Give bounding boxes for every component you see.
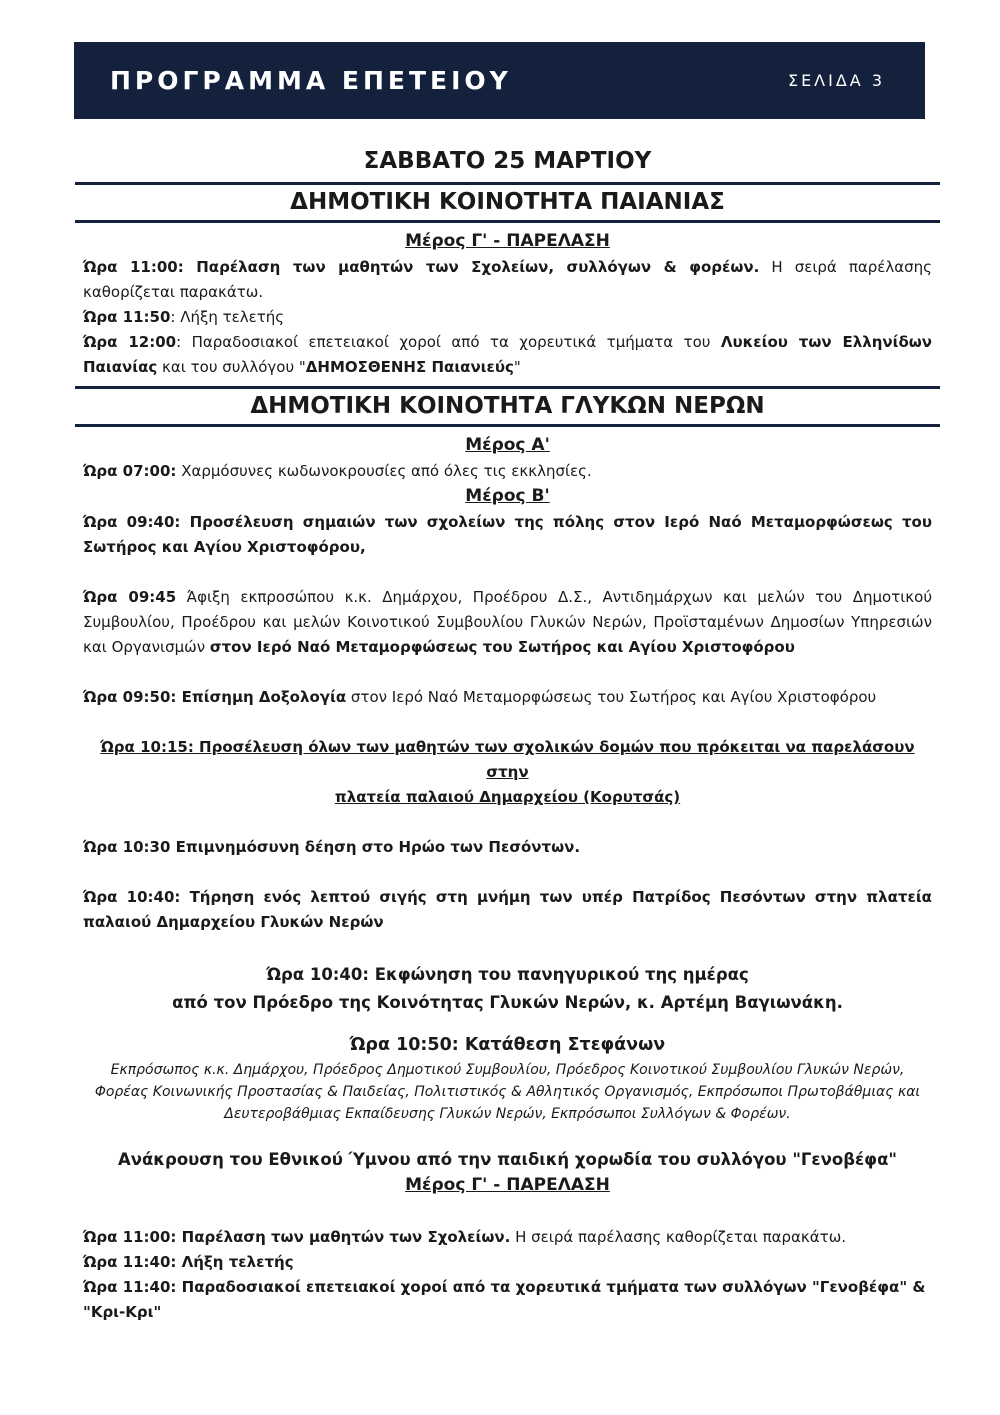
entry-glyka-c3: Ώρα 11:40: Παραδοσιακοί επετειακοί χοροί από τα χορευτικά τμήματα των συλλόγων "Γενοβέφα" & "Κρι-Κρι" xyxy=(83,1278,926,1321)
entry-glyka-b6: Ώρα 10:40: Τήρηση ενός λεπτού σιγής στη μνήμη των υπέρ Πατρίδος Πεσόντων στην πλατεία παλαιού Δημαρχείου Γλυκών Νερών xyxy=(83,888,932,931)
entry-glyka-a1: Ώρα 07:00: Χαρμόσυνες κωδωνοκρουσίες από όλες τις εκκλησίες. xyxy=(83,462,592,480)
section-title-glyka-nera: ΔΗΜΟΤΙΚΗ ΚΟΙΝΟΤΗΤΑ ΓΛΥΚΩΝ ΝΕΡΩΝ xyxy=(75,386,940,427)
part-title-glyka-c: Μέρος Γ' - ΠΑΡΕΛΑΣΗ xyxy=(405,1175,610,1195)
part-title-glyka-a: Μέρος Α' xyxy=(465,435,550,455)
entry-glyka-b5: Ώρα 10:30 Επιμνημόσυνη δέηση στο Ηρώο των Πεσόντων. xyxy=(83,838,581,856)
entry-glyka-b7: Ώρα 10:40: Εκφώνηση του πανηγυρικού της ημέρας από τον Πρόεδρο της Κοινότητας Γλυκών Νερών, κ. Αρτέμη Βαγιωνάκη. xyxy=(172,965,843,1012)
entry-paiania-2: Ώρα 11:50: Λήξη τελετής xyxy=(83,308,285,326)
day-title: ΣΑΒΒΑΤΟ 25 ΜΑΡΤΙΟΥ xyxy=(363,148,652,174)
entry-glyka-b4: Ώρα 10:15: Προσέλευση όλων των μαθητών των σχολικών δομών που πρόκειται να παρελάσουν στην πλατεία παλαιού Δημαρχείου (Κορυτσάς) xyxy=(100,738,915,806)
entry-glyka-c1: Ώρα 11:00: Παρέλαση των μαθητών των Σχολείων. Η σειρά παρέλασης καθορίζεται παρακάτω. xyxy=(83,1228,847,1246)
part-title-glyka-b: Μέρος Β' xyxy=(465,486,550,506)
page-title: ΠΡΟΓΡΑΜΜΑ ΕΠΕΤΕΙΟΥ xyxy=(110,66,512,95)
entry-glyka-b2: Ώρα 09:45 Άφιξη εκπροσώπου κ.κ. Δημάρχου, Προέδρου Δ.Σ., Αντιδημάρχων και μελών του Δημοτικού Συμβουλίου, Προέδρου και μελών Κοινοτικού Συμβουλίου Γλυκών Νερών, Προϊσταμένων Δημοσίων Υπηρεσιών και Οργανισμών στον Ιερό Ναό Μεταμορφώσεως του Σωτήρος και Αγίου Χριστοφόρου xyxy=(83,588,932,656)
header-bar xyxy=(74,42,925,119)
entry-glyka-b1: Ώρα 09:40: Προσέλευση σημαιών των σχολείων της πόλης στον Ιερό Ναό Μεταμορφώσεως του Σωτήρος και Αγίου Χριστοφόρου, xyxy=(83,513,932,556)
part-title-paiania-c: Μέρος Γ' - ΠΑΡΕΛΑΣΗ xyxy=(405,231,610,251)
section-title-paiania: ΔΗΜΟΤΙΚΗ ΚΟΙΝΟΤΗΤΑ ΠΑΙΑΝΙΑΣ xyxy=(75,182,940,223)
wreath-title: Ώρα 10:50: Κατάθεση Στεφάνων xyxy=(349,1035,666,1055)
page-number: ΣΕΛΙΔΑ 3 xyxy=(787,71,885,90)
document-body xyxy=(83,140,932,1325)
anthem-line: Ανάκρουση του Εθνικού Ύμνου από την παιδική χορωδία του συλλόγου "Γενοβέφα" xyxy=(117,1150,898,1169)
entry-paiania-1: Ώρα 11:00: Παρέλαση των μαθητών των Σχολείων, συλλόγων & φορέων. Η σειρά παρέλασης καθορίζεται παρακάτω. xyxy=(83,258,932,301)
entry-glyka-b3: Ώρα 09:50: Επίσημη Δοξολογία στον Ιερό Ναό Μεταμορφώσεως του Σωτήρος και Αγίου Χριστοφόρου xyxy=(83,688,877,706)
wreath-participants: Εκπρόσωπος κ.κ. Δημάρχου, Πρόεδρος Δημοτικού Συμβουλίου, Πρόεδρος Κοινοτικού Συμβουλίου Γλυκών Νερών, Φορέας Κοινωνικής Προστασίας & Παιδείας, Πολιτιστικός & Αθλητικός Οργανισμός, Εκπρόσωποι Πρωτοβάθμιας και Δευτεροβάθμιας Εκπαίδευσης Γλυκών Νερών, Εκπρόσωποι Συλλόγων & Φορέων. xyxy=(94,1062,921,1122)
entry-glyka-c2: Ώρα 11:40: Λήξη τελετής xyxy=(83,1253,294,1271)
entry-paiania-3: Ώρα 12:00: Παραδοσιακοί επετειακοί χοροί από τα χορευτικά τμήματα του Λυκείου των Ελληνίδων Παιανίας και του συλλόγου "ΔΗΜΟΣΘΕΝΗΣ Παιανιεύς" xyxy=(83,333,933,376)
